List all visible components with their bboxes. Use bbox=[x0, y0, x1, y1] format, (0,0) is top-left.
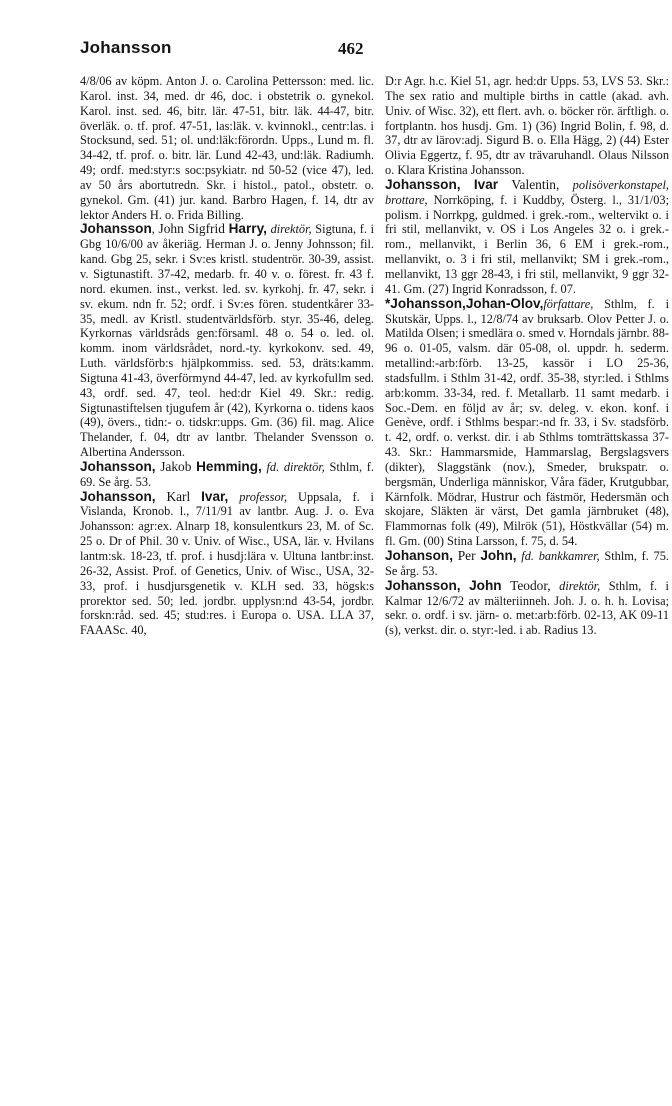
entry-surname: Johansson, bbox=[385, 577, 461, 593]
entry-text: D:r Agr. h.c. Kiel 51, agr. hed:dr Upps. 53, LVS 53. Skr.: The sex ratio and multiple births in cattle (akad. avh. Univ. of Wisc. 32), ett flert. avh. o. böcker rör. ärftligh. o. fortplantn. hos husdj. Gm. 1) (36) Ingrid Bolin, f. 98, d. 37, dtr av lärov:adj. Sigurd B. o. Ella Hägg, 2) (44) Ester Olivia Eggertz, f. 95, dtr av trävaruhandl. Olaus Nilsson o. Klara Kristina Johansson. bbox=[385, 74, 669, 178]
entry-surname: *Johansson, bbox=[385, 295, 466, 311]
entry-text: Uppsala, f. i Vislanda, Kronob. l., 7/11/91 av lantbr. Aug. J. o. Eva Johansson: agr:ex. Alnarp 18, konsulentkurs 23, M. of Sc. 25 o. Dr of Phil. 30 v. Univ. of Wisc., USA, lär. v. Hvilans lantm:sk. 18-23, tf. prof. i husdj:lära v. Ultuna lantbr:inst. 26-32, Assist. Prof. of Genetics, Univ. of Wisc., USA, 32-33, prof. i husdjursgenetik v. KLH sed. 33, högsk:s prorektor sed. 50; led. jordbr. upplysn:nd 43-54, jordbr. forskn:råd. sed. 45; stud:res. i Europa o. USA. LLA 37, FAAASc. 40, bbox=[80, 489, 374, 638]
entry-called-name: Harry, bbox=[228, 221, 267, 237]
entry-surname: Johansson bbox=[80, 221, 152, 237]
left-column bbox=[80, 74, 374, 638]
entry-ivar-johansson-wrestler bbox=[385, 178, 669, 297]
entry-continued bbox=[385, 74, 669, 178]
entry-text: Sthlm, f. i Skutskär, Upps. l., 12/8/74 av bruksarb. Olov Petter J. o. Matilda Olsen; i smedlära o. smed v. Horndals järnbr. 88-96 o. 01-05, valsm. där 05-08, ol. uppdr. h. sederm. metallind:-arb:förb. 13-25, kassör i LO 25-36, stadsfullm. i Sthlm 31-42, ordf. 35-38, styr:led. i Sthlms arb:komm. 33-34, red. f. Metallarb. 11 samt medarb. i Soc.-Dem. en följd av år; sv. deleg. v. ekon. konf. i Genève, ordf. i Sthlms bespar:-nd fr. 33, i Sv. stadsförb. t. 42, ordf. o. verkst. dir. i ab Sthlms tomträttskassa 37-43. Skr.: Hammarsmide, Hammarslag, Bergslagsvers (dikter), Slaggstänk (nov.), Smeder, brukspatr. o. bergsmän, Underliga människor, Våra fäder, Krutgubbar, Kärnfolk. Mödrar, Hustrur och fästmör, Hedersmän och skojare, Släkten är värst, Det gamla järnbruket (48), Flammornas folk (49), Milrök (51), Höstkvällar (54) m. fl. Gm. (00) Stina Larsson, f. 75, d. 54. bbox=[385, 296, 669, 549]
entry-given-name: John Sigfrid bbox=[158, 221, 225, 237]
entry-given-name: Valentin, bbox=[511, 176, 560, 192]
entry-given-name: Karl bbox=[166, 488, 191, 504]
page-number: 462 bbox=[338, 39, 364, 58]
entry-surname: Johansson, bbox=[80, 488, 156, 504]
entry-johan-olov-johansson bbox=[385, 297, 669, 549]
page-header bbox=[80, 38, 650, 64]
entry-given-name: Jakob bbox=[160, 458, 192, 474]
entry-text: Sthlm, f. 75. Se årg. 53. bbox=[385, 549, 670, 578]
entry-occupation: professor, bbox=[239, 489, 288, 504]
running-head: Johansson bbox=[80, 38, 172, 57]
entry-occupation: polisöverkonstapel, brottare, bbox=[385, 177, 669, 207]
entry-text: Sthlm, f. 69. Se årg. 53. bbox=[80, 459, 374, 489]
entry-surname: Johanson, bbox=[385, 548, 453, 563]
entry-occupation: fd. direktör, bbox=[266, 459, 325, 474]
entry-text: Norrköping, f. i Kuddby, Österg. l., 31/1/03; polism. i Norrkpg, guldmed. i grek.-rom., weltervikt o. i fri stil, mellanvikt, v. OS i Los Angeles 32 o. i grek.-rom., mellanvikt, i Berlin 36, 6 EM i grek.-rom., mellanvikt, o. 3 i fri stil, mellanvikt; SM i grek.-rom., mellanvikt, 13 ggr 28-43, i fri stil, mellanvikt, 9 ggr 32-41. Gm. (27) Ingrid Konradsson, f. 07. bbox=[385, 192, 670, 296]
entry-john-johanson bbox=[385, 549, 669, 579]
entry-surname: Johansson, bbox=[385, 176, 461, 192]
entry-text: Sthlm, f. i Kalmar 12/6/72 av mälteriinneh. Joh. J. o. h. h. Lovisa; sekr. o. ordf. i sv. järn- o. met:arb:förb. 02-13, AK 09-11 (s), verkst. dir. o. styr:-led. i ab. Radius 13. bbox=[385, 578, 669, 638]
entry-called-name: Johan-Olov, bbox=[465, 295, 544, 311]
entry-occupation: författare, bbox=[543, 296, 594, 311]
entry-given-name: Teodor, bbox=[510, 577, 551, 593]
entry-harry-johansson: Johansson, John Sigfrid Harry, direktör, Sigtuna, f. i Gbg 10/6/00 av åkeriäg. Herman J. o. Jenny Johnsson; fil. kand. Gbg 25, sekr. i Sv:es kristl. studentrör. 30-39, assist. v. Sigtunastift. 37-42, medarb. fr. 40 v. o. förest. fr. 43 f. nord. ekumen. inst., verkst. led. sv. kyrkohj. fr. 47, sekr. i sv. ekum. ndn fr. 52; ordf. i Sv:es fören. studentkårer 33-35, medl. av Kristl. studentvärldsförb. styr. 35-46, deleg. Kyrkornas världsråds gen:församl. 48 o. 54 o. led. ol. komm. inom världsrådet, nord.-ty. kyrkokonv. sed. 49, Luth. världsförb:s hjälpkommiss. sed. 53, dräts:kamm. Sigtuna 41-43, överförmynd 44-47, led. av kyrkofullm sed. 43, ordf. sed. 47, teol. hed:dr Kiel 49. Skr.: redig. Sigtunastiftelsen tjugufem år (42), Kyrkorna o. tidens kaos (49), övers., tidn:- o. tidskr:upps. Gm. (36) fil. mag. Alice Thelander, f. 04, dtr av lantbr. Thelander Svensson o. Albertina Andersson. bbox=[80, 221, 375, 460]
entry-text: Sigtuna, f. i Gbg 10/6/00 av åkeriäg. Herman J. o. Jenny Johnsson; fil. kand. Gbg 25, sekr. i Sv:es kristl. studentrör. 30-39, assist. v. Sigtunastift. 37-42, medarb. fr. 40 v. o. förest. fr. 43 f. nord. ekumen. inst., verkst. led. sv. kyrkohj. fr. 47, sekr. i sv. ekum. ndn fr. 52; ordf. i Sv:es fören. studentkårer 33-35, medl. av Kristl. studentvärldsförb. styr. 35-46, deleg. Kyrkornas världsråds gen:församl. 48 o. 54 o. led. ol. komm. inom världsrådet, nord.-ty. kyrkokonv. sed. 49, Luth. världsförb:s hjälpkommiss. sed. 53, dräts:kamm. Sigtuna 41-43, överförmynd 44-47, led. av kyrkofullm sed. 43, ordf. sed. 47, teol. hed:dr Kiel 49. Skr.: redig. Sigtunastiftelsen tjugufem år (42), Kyrkorna o. tidens kaos (49), övers., tidn:- o. tidskr:upps. Gm. (36) fil. mag. Alice Thelander, f. 04, dtr av lantbr. Thelander Svensson o. Albertina Andersson. bbox=[80, 222, 375, 460]
entry-called-name: Ivar, bbox=[201, 488, 229, 504]
entry-called-name: Hemming, bbox=[196, 458, 262, 474]
entry-given-name: Per bbox=[457, 548, 476, 563]
right-column bbox=[385, 74, 669, 638]
entry-john-teodor-johansson bbox=[385, 579, 669, 638]
entry-called-name: John, bbox=[480, 548, 517, 563]
entry-occupation: direktör, bbox=[270, 222, 312, 237]
entry-ivar-johansson-professor bbox=[80, 490, 374, 638]
entry-text: 4/8/06 av köpm. Anton J. o. Carolina Pettersson: med. lic. Karol. inst. 34, med. dr 46, doc. i obstetrik o. gynekol. Karol. inst. sed. 46, bitr. lär. 47-51, bitr. läk. 44-47, bitr. överläk. o. tf. prof. 47-51, las:läk. v. kvinnokl., centr:las. i Stocksund, sed. 51; ol. und:läk:förordn. Upps., Lund m. fl. 34-42, tf. prof. o. bitr. lär. Lund 42-43, und:läk. Radiumh. 49; ordf. med:styr:s soc:psykiatr. nd 50-52 (vice 47), led. av 50 års abortutredn. Skr. i histol., patol., obstetr. o. gynekol. Gm. (41) jur. kand. Barbro Hagen, f. 14, dtr av lektor Anders H. o. Frida Billing. bbox=[80, 74, 374, 222]
entry-called-name: John bbox=[469, 577, 502, 593]
entry-occupation: direktör, bbox=[559, 578, 601, 593]
entry-called-name: Ivar bbox=[473, 176, 499, 192]
entry-surname: Johansson, bbox=[80, 458, 156, 474]
entry-hemming-johansson bbox=[80, 460, 374, 490]
entry-continued bbox=[80, 74, 374, 222]
entry-occupation: fd. bankkamrer, bbox=[521, 549, 600, 563]
